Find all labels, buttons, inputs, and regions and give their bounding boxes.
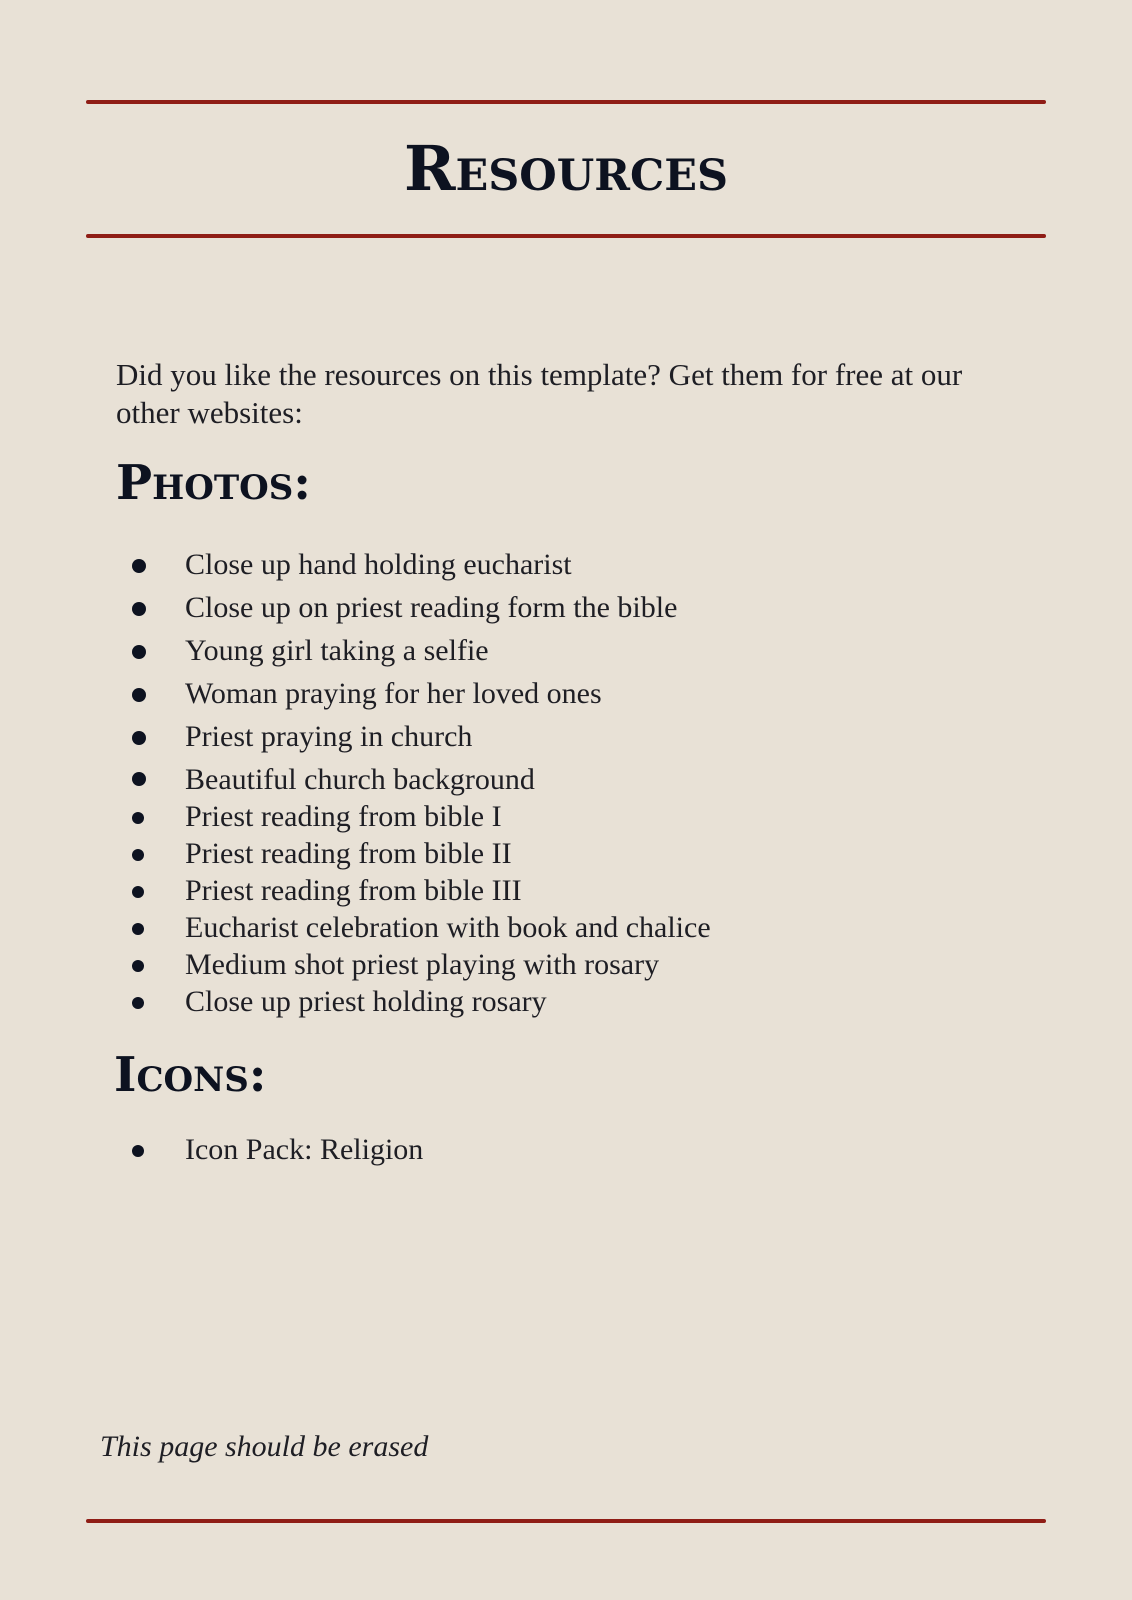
bullet-icon [132,772,146,786]
list-item: Young girl taking a selfie [116,629,711,672]
erase-note: This page should be erased [100,1430,429,1463]
list-item: Close up hand holding eucharist [116,543,711,586]
bullet-icon [132,997,144,1009]
list-item: Priest reading from bible II [116,835,711,872]
list-item: Priest reading from bible I [116,798,711,835]
list-item: Priest reading from bible III [116,872,711,909]
bullet-icon [132,602,146,616]
list-item: Beautiful church background [116,758,711,798]
page-title: Resources [403,132,729,205]
bullet-icon [132,960,144,972]
top-rule [86,100,1046,104]
bottom-rule [86,1519,1046,1523]
bullet-icon [132,849,144,861]
bullet-icon [132,645,146,659]
photos-list [116,543,711,1020]
list-item: Medium shot priest playing with rosary [116,946,711,983]
icons-heading: Icons: [114,1047,267,1103]
bullet-icon [132,812,144,824]
title-bottom-rule [86,234,1046,238]
intro-text: Did you like the resources on this template? Get them for free at our other websites: [116,357,963,430]
list-item: Close up priest holding rosary [116,983,711,1020]
list-item: Eucharist celebration with book and chalice [116,909,711,946]
bullet-icon [132,559,146,573]
bullet-icon [132,1145,144,1157]
photos-heading: Photos: [116,455,312,511]
bullet-icon [132,688,146,702]
list-item: Icon Pack: Religion [116,1130,423,1170]
list-item: Close up on priest reading form the bible [116,586,711,629]
icons-list [116,1130,423,1170]
bullet-icon [132,731,146,745]
list-item: Woman praying for her loved ones [116,672,711,715]
list-item: Priest praying in church [116,715,711,758]
bullet-icon [132,886,144,898]
bullet-icon [132,923,144,935]
